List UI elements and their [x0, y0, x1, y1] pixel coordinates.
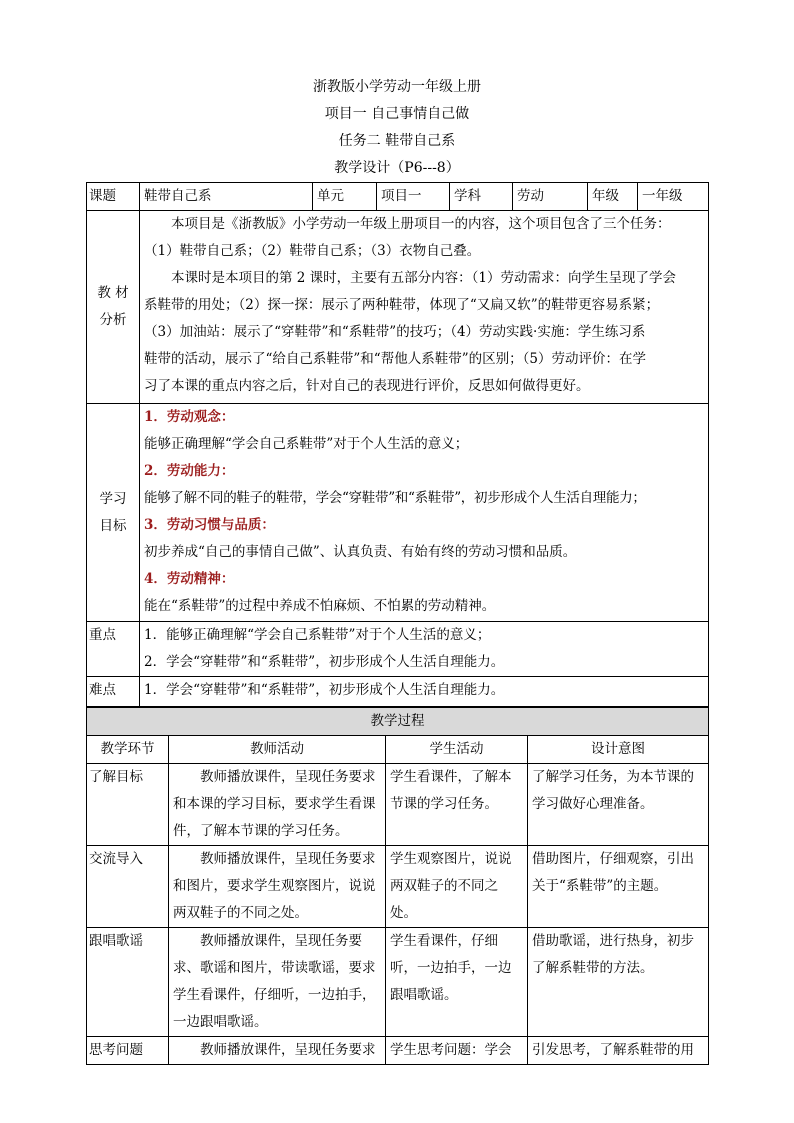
key-points-content — [140, 622, 709, 677]
analysis-label — [87, 211, 140, 404]
difficulties-row — [87, 677, 709, 707]
analysis-line: 本项目是《浙教版》小学劳动一年级上册项目一的内容，这个项目包含了三个任务： — [171, 216, 671, 232]
subject-value: 劳动 — [513, 183, 588, 211]
analysis-line: 系鞋带的用处；（2）探一探：展示了两种鞋带，体现了“又扁又软”的鞋带更容易系紧； — [144, 297, 660, 313]
objective-text: 能够正确理解“学会自己系鞋带”对于个人生活的意义； — [144, 436, 469, 452]
topic-value: 鞋带自己系 — [140, 183, 313, 211]
document-title-block — [0, 74, 794, 182]
table-row — [87, 764, 709, 846]
analysis-row — [87, 211, 709, 404]
objectives-label-line-1: 学习 — [99, 490, 127, 507]
student-cell: 学生思考问题：学会 — [386, 1037, 528, 1065]
analysis-label-line-2: 分析 — [99, 312, 127, 328]
title-line-4: 教学设计（P6---8） — [334, 160, 460, 176]
process-title: 教学过程 — [87, 708, 709, 736]
key-points-label: 重点 — [87, 622, 140, 677]
grade-value: 一年级 — [638, 183, 709, 211]
objective-heading: 1．劳动观念： — [144, 409, 235, 425]
intent-cell: 借助图片，仔细观察，引出关于“系鞋带”的主题。 — [528, 846, 709, 928]
subject-label: 学科 — [450, 183, 513, 211]
teaching-process-table — [86, 707, 709, 1065]
teacher-cell: 教师播放课件，呈现任务要求、歌谣和图片，带读歌谣，要求学生看课件，仔细听，一边拍手，一边跟唱歌谣。 — [169, 928, 386, 1037]
objectives-label-line-2: 目标 — [99, 517, 127, 534]
intent-cell: 借助歌谣，进行热身，初步了解系鞋带的方法。 — [528, 928, 709, 1037]
analysis-line: 本课时是本项目的第 2 课时，主要有五部分内容：（1）劳动需求：向学生呈现了学会 — [171, 270, 677, 286]
info-row — [87, 183, 709, 211]
topic-label: 课题 — [87, 183, 140, 211]
analysis-line: （3）加油站：展示了“穿鞋带”和“系鞋带”的技巧；（4）劳动实践·实施：学生练习系 — [144, 324, 646, 340]
header-teacher: 教师活动 — [169, 736, 386, 764]
objectives-row — [87, 404, 709, 622]
stage-cell: 思考问题 — [87, 1037, 169, 1065]
unit-label: 单元 — [313, 183, 377, 211]
objective-heading: 2．劳动能力： — [144, 463, 235, 479]
header-stage: 教学环节 — [87, 736, 169, 764]
intent-cell: 引发思考，了解系鞋带的用 — [528, 1037, 709, 1065]
difficulties-label: 难点 — [87, 677, 140, 707]
table-row — [87, 846, 709, 928]
key-points-row — [87, 622, 709, 677]
objectives-content — [140, 404, 709, 622]
header-intent: 设计意图 — [528, 736, 709, 764]
key-point-line: 2．学会“穿鞋带”和“系鞋带”，初步形成个人生活自理能力。 — [144, 654, 505, 670]
difficulty-line: 1．学会“穿鞋带”和“系鞋带”，初步形成个人生活自理能力。 — [144, 682, 505, 698]
header-student: 学生活动 — [386, 736, 528, 764]
stage-cell: 交流导入 — [87, 846, 169, 928]
teacher-cell: 教师播放课件，呈现任务要求和图片，要求学生观察图片，说说两双鞋子的不同之处。 — [169, 846, 386, 928]
teacher-cell: 教师播放课件，呈现任务要求 — [169, 1037, 386, 1065]
analysis-content — [140, 211, 709, 404]
title-line-3: 任务二 鞋带自己系 — [338, 133, 456, 149]
stage-cell: 跟唱歌谣 — [87, 928, 169, 1037]
student-cell: 学生看课件，仔细听，一边拍手，一边跟唱歌谣。 — [386, 928, 528, 1037]
analysis-label-line-1: 教 材 — [97, 285, 129, 301]
objectives-label — [87, 404, 140, 622]
analysis-line: （1）鞋带自己系；（2）鞋带自己系；（3）衣物自己叠。 — [144, 243, 481, 259]
analysis-line: 鞋带的活动，展示了“给自己系鞋带”和“帮他人系鞋带”的区别；（5）劳动评价：在学 — [144, 351, 646, 367]
process-title-row — [87, 708, 709, 736]
student-cell: 学生看课件，了解本节课的学习任务。 — [386, 764, 528, 846]
teacher-cell: 教师播放课件，呈现任务要求和本课的学习目标，要求学生看课件，了解本节课的学习任务。 — [169, 764, 386, 846]
analysis-line: 习了本课的重点内容之后，针对自己的表现进行评价，反思如何做得更好。 — [144, 378, 590, 394]
stage-cell: 了解目标 — [87, 764, 169, 846]
objective-text: 能够了解不同的鞋子的鞋带，学会“穿鞋带”和“系鞋带”，初步形成个人生活自理能力； — [144, 490, 646, 506]
difficulties-content — [140, 677, 709, 707]
student-cell: 学生观察图片，说说两双鞋子的不同之处。 — [386, 846, 528, 928]
objective-heading: 4．劳动精神： — [144, 571, 235, 587]
grade-label: 年级 — [588, 183, 638, 211]
objective-text: 能在“系鞋带”的过程中养成不怕麻烦、不怕累的劳动精神。 — [144, 598, 496, 614]
objective-text: 初步养成“自己的事情自己做”、认真负责、有始有终的劳动习惯和品质。 — [144, 544, 577, 560]
unit-value: 项目一 — [377, 183, 450, 211]
title-line-1: 浙教版小学劳动一年级上册 — [313, 79, 481, 95]
intent-cell: 了解学习任务，为本节课的学习做好心理准备。 — [528, 764, 709, 846]
objective-heading: 3．劳动习惯与品质： — [144, 517, 275, 533]
table-row — [87, 1037, 709, 1065]
key-point-line: 1．能够正确理解“学会自己系鞋带”对于个人生活的意义； — [144, 627, 491, 643]
title-line-2: 项目一 自己事情自己做 — [324, 106, 470, 122]
lesson-info-table — [86, 182, 709, 707]
table-row — [87, 928, 709, 1037]
process-header-row — [87, 736, 709, 764]
